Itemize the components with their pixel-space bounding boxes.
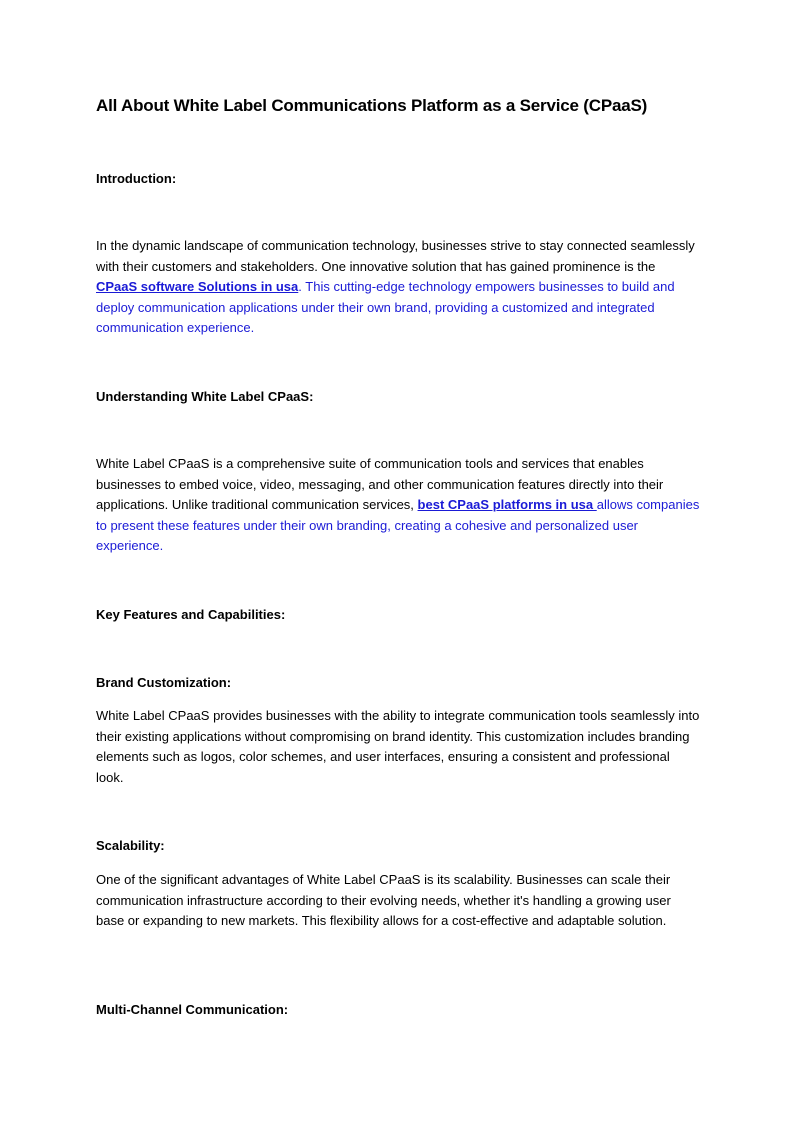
heading-scalability: Scalability:: [96, 838, 165, 853]
understanding-text-before: White Label CPaaS is a comprehensive suite of communication tools and services that enables businesses to embed voice, video, messaging, and other communication features directly into their applications. Unlike traditional communication services,: [96, 456, 664, 513]
understanding-text-after: allows companies to present these features under their own branding, creating a cohesive and personalized user experience.: [96, 497, 700, 554]
intro-text-before: In the dynamic landscape of communication technology, businesses strive to stay connected seamlessly with their customers and stakeholders. One innovative solution that has gained prominence is the: [96, 238, 695, 274]
paragraph-scalability: One of the significant advantages of White Label CPaaS is its scalability. Businesses can scale their communication infrastructure according to their evolving needs, whether it's handling a growing user base or expanding to new markets. This flexibility allows for a cost-effective and adaptable solution.: [96, 872, 671, 929]
paragraph-brand-customization: White Label CPaaS provides businesses with the ability to integrate communication tools seamlessly into their existing applications without compromising on brand identity. This customization includes branding elements such as logos, color schemes, and user interfaces, ensuring a consistent and professional look.: [96, 708, 700, 785]
heading-understanding: Understanding White Label CPaaS:: [96, 389, 314, 404]
link-cpaas-software-solutions[interactable]: CPaaS software Solutions in usa: [96, 279, 299, 295]
document-title: All About White Label Communications Platform as a Service (CPaaS): [96, 96, 648, 115]
heading-introduction: Introduction:: [96, 171, 177, 186]
heading-multi-channel: Multi-Channel Communication:: [96, 1002, 289, 1017]
link-best-cpaas-platforms[interactable]: best CPaaS platforms in usa: [417, 497, 597, 513]
intro-text-after: . This cutting-edge technology empowers businesses to build and deploy communication applications under their own brand, providing a customized and integrated communication experience.: [96, 279, 675, 336]
heading-key-features: Key Features and Capabilities:: [96, 607, 286, 622]
paragraph-introduction: [96, 236, 700, 339]
paragraph-understanding: [96, 454, 700, 557]
heading-brand-customization: Brand Customization:: [96, 675, 232, 690]
